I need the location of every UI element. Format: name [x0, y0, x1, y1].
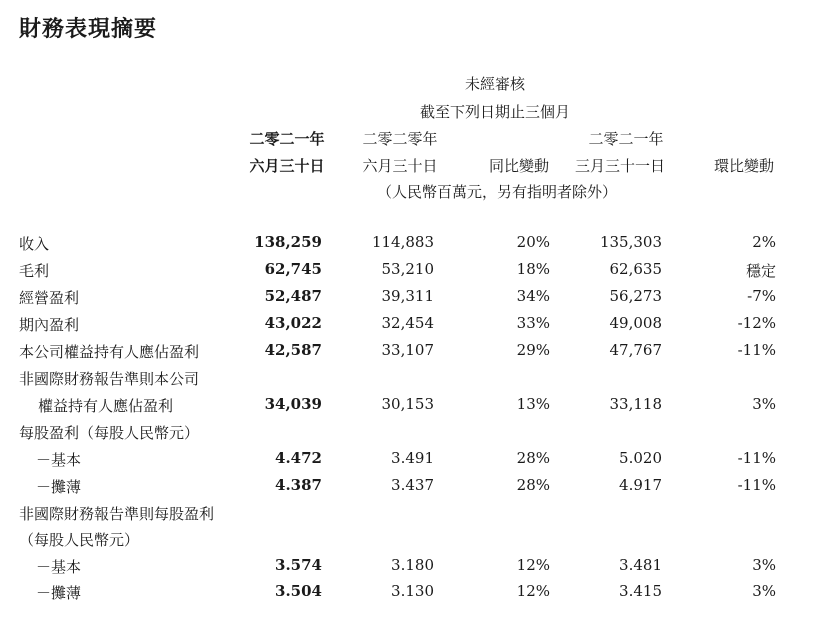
cell-2021-jun: 3.574: [275, 556, 322, 574]
row-label: 經營盈利: [19, 289, 80, 307]
table-row: [0, 233, 822, 259]
cell-qoq-change: 3%: [752, 395, 776, 413]
cell-2020-jun: 30,153: [381, 395, 434, 413]
cell-2021-jun: 4.387: [275, 476, 322, 494]
cell-2020-jun: 3.180: [391, 556, 434, 574]
header-col5: 環比變動: [713, 157, 775, 175]
cell-qoq-change: -11%: [737, 341, 776, 359]
cell-2021-mar: 47,767: [609, 341, 662, 359]
cell-2021-jun: 62,745: [264, 260, 322, 278]
cell-yoy-change: 28%: [516, 476, 550, 494]
cell-2021-jun: 138,259: [254, 233, 322, 251]
table-row: [0, 556, 822, 582]
cell-2021-mar: 5.020: [619, 449, 662, 467]
cell-2021-jun: 4.472: [275, 449, 322, 467]
row-label: （每股人民幣元）: [19, 531, 140, 549]
table-row: [0, 529, 822, 555]
table-row: [0, 395, 822, 421]
cell-qoq-change: -11%: [737, 449, 776, 467]
cell-yoy-change: 13%: [516, 395, 550, 413]
table-row: [0, 503, 822, 529]
cell-2021-jun: 52,487: [264, 287, 322, 305]
cell-qoq-change: 3%: [752, 556, 776, 574]
table-row: [0, 314, 822, 340]
header-col2-year: 二零二零年: [362, 130, 438, 148]
row-label: 非國際財務報告準則本公司: [19, 370, 200, 388]
cell-qoq-change: 2%: [752, 233, 776, 251]
table-row: [0, 287, 822, 313]
cell-2020-jun: 39,311: [381, 287, 434, 305]
cell-2021-mar: 62,635: [609, 260, 662, 278]
cell-2020-jun: 114,883: [371, 233, 434, 251]
header-unaudited: 未經審核: [464, 75, 526, 93]
row-label: 非國際財務報告準則每股盈利: [19, 505, 215, 523]
table-row: [0, 476, 822, 502]
row-label: 權益持有人應佔盈利: [38, 397, 174, 415]
cell-2021-mar: 4.917: [619, 476, 662, 494]
header-col3: 同比變動: [488, 157, 550, 175]
header-col4-date: 三月三十一日: [574, 157, 666, 175]
cell-2020-jun: 3.491: [391, 449, 434, 467]
page-title: 財務表現摘要: [19, 17, 158, 42]
row-label: －攤薄: [36, 478, 82, 496]
cell-qoq-change: 穩定: [745, 262, 776, 280]
cell-qoq-change: -7%: [747, 287, 776, 305]
cell-2021-mar: 33,118: [609, 395, 662, 413]
row-label: －基本: [36, 558, 82, 576]
row-label: 期內盈利: [19, 316, 80, 334]
cell-2021-jun: 43,022: [264, 314, 322, 332]
cell-qoq-change: 3%: [752, 582, 776, 600]
header-period: 截至下列日期止三個月: [419, 103, 571, 121]
cell-2021-mar: 3.481: [619, 556, 662, 574]
cell-yoy-change: 33%: [516, 314, 550, 332]
cell-yoy-change: 12%: [516, 582, 550, 600]
row-label: －攤薄: [36, 584, 82, 602]
header-units: （人民幣百萬元，另有指明者除外）: [376, 183, 618, 201]
table-row: [0, 368, 822, 394]
cell-2020-jun: 53,210: [381, 260, 434, 278]
cell-yoy-change: 12%: [516, 556, 550, 574]
table-row: [0, 422, 822, 448]
cell-2021-mar: 135,303: [599, 233, 662, 251]
cell-yoy-change: 34%: [516, 287, 550, 305]
cell-2021-mar: 3.415: [619, 582, 662, 600]
row-label: 本公司權益持有人應佔盈利: [19, 343, 200, 361]
cell-qoq-change: -11%: [737, 476, 776, 494]
cell-qoq-change: -12%: [737, 314, 776, 332]
cell-yoy-change: 28%: [516, 449, 550, 467]
header-col2-date: 六月三十日: [362, 157, 438, 175]
header-col4-year: 二零二一年: [588, 130, 664, 148]
cell-2020-jun: 3.130: [391, 582, 434, 600]
table-row: [0, 582, 822, 608]
row-label: －基本: [36, 451, 82, 469]
cell-2021-mar: 56,273: [609, 287, 662, 305]
table-row: [0, 449, 822, 475]
cell-2021-jun: 3.504: [275, 582, 322, 600]
row-label: 收入: [19, 235, 50, 253]
cell-yoy-change: 20%: [516, 233, 550, 251]
cell-2020-jun: 32,454: [381, 314, 434, 332]
header-col1-year: 二零二一年: [249, 130, 325, 148]
row-label: 毛利: [19, 262, 50, 280]
cell-yoy-change: 18%: [516, 260, 550, 278]
table-row: [0, 341, 822, 367]
header-col1-date: 六月三十日: [249, 157, 325, 175]
cell-yoy-change: 29%: [516, 341, 550, 359]
cell-2020-jun: 3.437: [391, 476, 434, 494]
cell-2020-jun: 33,107: [381, 341, 434, 359]
cell-2021-jun: 42,587: [264, 341, 322, 359]
cell-2021-mar: 49,008: [609, 314, 662, 332]
table-row: [0, 260, 822, 286]
row-label: 每股盈利（每股人民幣元）: [19, 424, 200, 442]
cell-2021-jun: 34,039: [264, 395, 322, 413]
